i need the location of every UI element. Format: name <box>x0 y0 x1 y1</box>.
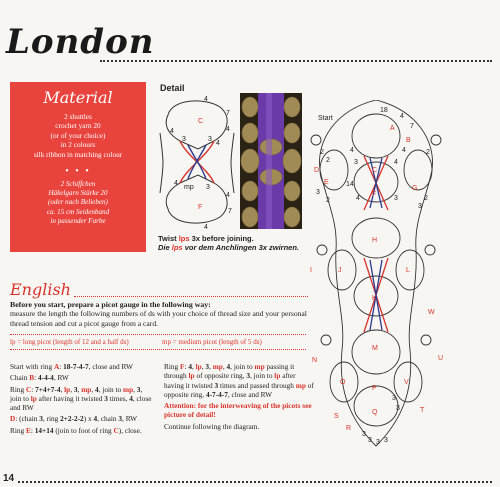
ring-label: B <box>406 137 411 144</box>
ds-count: 3 <box>208 136 212 143</box>
instruction-step: Ring F: 4, lp, 3, mp, 4, join to mp passing it through lp of opposite ring, 3, join to lp after having it twisted 3 times and passed through mp of opposite ring, 4-7-4-7, close and RW <box>164 362 314 399</box>
ring-label: W <box>428 309 435 316</box>
lp-definition: lp = long picot (length of 12 and a half ds) <box>10 338 129 346</box>
picot-definitions <box>10 334 306 350</box>
ds-count: 4 <box>400 113 404 120</box>
ds-count: 3 <box>376 439 380 446</box>
ds-count: 4 <box>226 192 230 199</box>
instructions-column-1 <box>10 362 152 437</box>
ring-f-label: F <box>198 204 203 211</box>
ring-outline <box>352 330 400 374</box>
material-heading: Material <box>43 88 113 107</box>
attention-note: Attention: for the interweaving of the picots see picture of detail! <box>164 401 312 420</box>
material-line: 2 Schiffchen <box>60 180 96 188</box>
blue-interweave <box>370 158 382 208</box>
instruction-step: Ring E: 14+14 (join to foot of ring C), close. <box>10 425 142 435</box>
material-line: crochet yarn 20 <box>55 121 101 131</box>
ds-count: 3 <box>418 203 422 210</box>
ring-label: F <box>372 191 377 198</box>
ds-count: 4 <box>174 180 178 187</box>
material-english <box>14 112 142 159</box>
ring-label: O <box>340 379 346 386</box>
ring-c-label: C <box>198 118 204 125</box>
ds-count: 4 <box>170 128 174 135</box>
ds-count: 4 <box>204 96 208 103</box>
ring-label: H <box>372 237 378 244</box>
material-line: Häkelgarn Stärke 20 <box>48 189 108 198</box>
material-box <box>10 82 146 252</box>
ring-label: L <box>406 267 410 274</box>
ring-label: V <box>404 379 409 386</box>
intro-body: measure the length the following numbers of ds with your choice of thread size and your personal thread tension and cut a picot gauge from a card. <box>10 309 307 328</box>
ring-label: R <box>346 425 352 432</box>
ring-label: Q <box>372 409 378 416</box>
ds-count: 2 <box>326 157 330 164</box>
ring-label: M <box>372 345 378 352</box>
ring-label: G <box>412 185 418 192</box>
ring-label: I <box>310 267 312 274</box>
material-line: 2 shuttles <box>64 112 92 121</box>
title-divider <box>100 60 492 62</box>
ds-count: 7 <box>228 208 232 215</box>
detail-heading: Detail <box>160 83 185 93</box>
ds-count: 3 <box>396 405 400 412</box>
material-line: in 2 colours <box>60 140 96 150</box>
twist-instruction-en: Twist lps 3x before joining. <box>158 234 254 243</box>
material-german <box>14 180 142 226</box>
ds-count: 4 <box>394 159 398 166</box>
ds-count: 3 <box>384 437 388 444</box>
start-label: Start <box>318 115 333 122</box>
ring-label: U <box>438 355 444 362</box>
mp-label: mp <box>184 184 194 191</box>
chain-picot <box>425 245 435 255</box>
chain-picot <box>431 135 441 145</box>
ds-count: 18 <box>380 107 388 114</box>
ring-label: K <box>372 295 377 302</box>
ring-outline <box>354 386 398 426</box>
ds-count: 4 <box>402 147 406 154</box>
ds-count: 2 <box>326 197 330 204</box>
ds-count: 14 <box>346 181 354 188</box>
ds-count: 2 <box>320 149 324 156</box>
ds-count: 3 <box>316 189 320 196</box>
material-line: (or of your choice) <box>50 130 106 140</box>
chain-picot <box>421 335 431 345</box>
page-title: London <box>6 22 155 62</box>
ds-count: 3 <box>394 195 398 202</box>
diagram-outline <box>319 100 432 446</box>
continue-note: Continue following the diagram. <box>164 421 260 431</box>
ring-outline <box>328 250 356 290</box>
instructions-column-2 <box>164 362 314 433</box>
ds-count: 3 <box>362 431 366 438</box>
ring-outline <box>396 250 424 290</box>
ds-count: 3 <box>182 136 186 143</box>
instruction-step: Chain B: 4-4-4, RW <box>10 373 69 383</box>
instruction-step: Ring C: 7+4+7-4, lp, 3, mp, 4, join to mp, 3, join to lp after having it twisted 3 times, 4, close and RW <box>10 384 152 413</box>
ds-count: 2 <box>424 195 428 202</box>
instruction-step: Start with ring A: 18-7-4-7, close and RW <box>10 362 133 371</box>
ds-count: 4 <box>350 147 354 154</box>
material-line: silk ribbon in matching colour <box>33 149 123 159</box>
ds-count: 7 <box>410 123 414 130</box>
ring-label: E <box>324 179 329 186</box>
english-divider <box>74 296 308 297</box>
chain-line <box>231 133 234 193</box>
ring-label: P <box>372 385 377 392</box>
ring-outline <box>352 114 400 158</box>
chain-picot <box>321 335 331 345</box>
material-line: ca. 15 cm Seidenband <box>46 207 110 216</box>
material-separator: • • • <box>65 166 91 177</box>
ds-count: 4 <box>226 126 230 133</box>
ring-label: S <box>334 413 339 420</box>
chain-picot <box>317 245 327 255</box>
ds-count: 4 <box>216 140 220 147</box>
ds-count: 3 <box>392 395 396 402</box>
english-heading: English <box>10 280 71 299</box>
ds-count: 2 <box>426 149 430 156</box>
ds-count: 7 <box>226 110 230 117</box>
ring-label: A <box>390 125 395 132</box>
material-line: (oder nach Belieben) <box>48 198 108 207</box>
ds-count: 3 <box>354 159 358 166</box>
ring-outline <box>404 150 432 190</box>
detail-photo <box>240 93 302 229</box>
ds-count: 3 <box>206 184 210 191</box>
ring-label: D <box>314 167 320 174</box>
twist-instruction-de: Die lps vor dem Anchlingen 3x zwirnen. <box>158 243 300 252</box>
intro-heading: Before you start, prepare a picot gauge in the following way: <box>10 300 211 309</box>
ring-label: J <box>338 267 342 274</box>
ring-label: C <box>372 167 378 174</box>
ds-count: 3 <box>368 437 372 444</box>
ds-count: 4 <box>204 224 208 231</box>
ring-label: N <box>312 357 318 364</box>
intro-text <box>10 300 310 328</box>
pattern-diagram <box>306 100 446 460</box>
page-number: 14 <box>3 473 15 484</box>
chain-picot <box>311 135 321 145</box>
instruction-step: D: (chain 3, ring 2+2-2-2) x 4, chain 3, RW <box>10 414 138 424</box>
ds-count: 4 <box>356 195 360 202</box>
footer-divider <box>18 481 492 483</box>
material-line: in passender Farbe <box>50 216 106 225</box>
chain-line <box>160 133 163 193</box>
ring-label: T <box>420 407 425 414</box>
detail-diagram <box>158 93 238 233</box>
mp-definition: mp = medium picot (length of 5 ds) <box>162 338 262 346</box>
